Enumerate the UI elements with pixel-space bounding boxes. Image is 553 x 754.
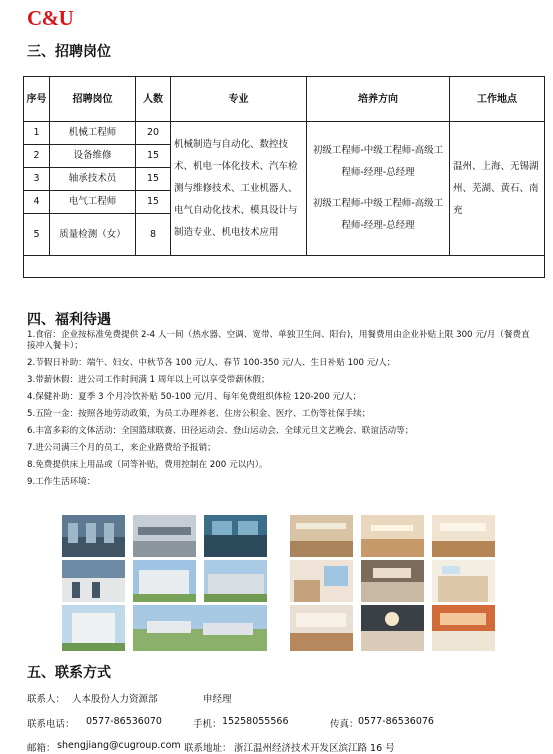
photo-activity-room xyxy=(290,605,353,651)
row-no: 5 xyxy=(24,214,50,256)
table-row xyxy=(24,122,545,145)
contact-address: 浙江温州经济技术开发区滨江路 16 号 xyxy=(234,743,395,754)
contact-email[interactable]: shengjiang@cugroup.com xyxy=(57,740,181,751)
photo-workshop xyxy=(62,515,125,557)
photo-main-building xyxy=(62,605,125,651)
photo-production-line xyxy=(133,515,196,557)
header-position: 招聘岗位 xyxy=(50,77,136,122)
contact-mobile-label: 手机： xyxy=(193,719,222,730)
photo-office-building xyxy=(133,560,196,602)
section-title-positions: 三、招聘岗位 xyxy=(27,44,111,60)
contact-email-label: 邮箱： xyxy=(27,743,56,754)
row-position: 设备维修 xyxy=(50,145,136,168)
row-no: 3 xyxy=(24,168,50,191)
header-no: 序号 xyxy=(24,77,50,122)
photo-factory-interior xyxy=(62,560,125,602)
direction-cell xyxy=(307,122,450,256)
header-count: 人数 xyxy=(136,77,171,122)
contact-address-label: 联系地址： xyxy=(184,743,232,754)
direction-line-2: 初级工程师-中级工程师-高级工程师-经理-总经理 xyxy=(312,198,444,231)
table-header-row xyxy=(24,77,545,122)
section-title-benefits: 四、福利待遇 xyxy=(27,312,111,328)
photo-factory-exterior xyxy=(204,560,267,602)
header-major: 专业 xyxy=(171,77,307,122)
benefit-item: 1.食宿：企业按标准免费提供 2-4 人一间（热水器、空调、宽带、单独卫生间、阳台)，用餐费用由企业补贴上限 300 元/月（餐费直接冲入餐卡）； xyxy=(27,330,530,351)
contact-role: 申经理 xyxy=(203,694,232,705)
contact-fax: 0577-86536076 xyxy=(358,716,434,727)
photo-machinery xyxy=(204,515,267,557)
header-direction: 培养方向 xyxy=(307,77,450,122)
photo-reading-room xyxy=(432,605,495,651)
photo-canteen xyxy=(290,515,353,557)
header-location: 工作地点 xyxy=(450,77,545,122)
company-logo: C&U xyxy=(27,6,74,30)
contact-fax-label: 传真： xyxy=(330,719,359,730)
benefit-item: 6.丰富多彩的文体活动：全国篮球联赛、田径运动会、登山运动会、全球元旦文艺晚会、联谊活动等； xyxy=(27,426,414,436)
contact-phone: 0577-86536070 xyxy=(86,716,162,727)
benefit-item: 7.进公司满三个月的员工，来企业路费给予报销； xyxy=(27,443,216,453)
photo-aerial-campus xyxy=(133,605,267,651)
row-count: 8 xyxy=(136,214,171,256)
row-count: 20 xyxy=(136,122,171,145)
photo-lounge xyxy=(361,605,424,651)
row-position: 机械工程师 xyxy=(50,122,136,145)
photo-bedroom xyxy=(432,560,495,602)
photo-dining-area xyxy=(432,515,495,557)
major-cell: 机械制造与自动化、数控技术、机电一体化技术、汽车检测与维修技术、工业机器人、电气自动化技术、模具设计与制造专业、机电技术应用 xyxy=(171,122,307,256)
benefits-list xyxy=(27,330,537,494)
contact-mobile: 15258055566 xyxy=(222,716,289,727)
benefit-item: 8.免费提供床上用品或（同等补贴，费用控制在 200 元以内）。 xyxy=(27,460,268,470)
direction-line-1: 初级工程师-中级工程师-高级工程师-经理-总经理 xyxy=(312,145,444,178)
contact-person: 人本股份人力资源部 xyxy=(72,694,158,705)
contact-person-label: 联系人： xyxy=(27,694,66,705)
row-count: 15 xyxy=(136,145,171,168)
benefit-item: 9.工作生活环境： xyxy=(27,477,96,487)
row-position: 质量检测（女） xyxy=(50,214,136,256)
contact-phone-label: 联系电话： xyxy=(27,719,75,730)
benefit-item: 4.保健补助：夏季 3 个月冷饮补贴 50-100 元/月、每年免费组织体检 120-200 元/人； xyxy=(27,392,362,402)
row-no: 2 xyxy=(24,145,50,168)
location-cell: 温州、上海、无锡湖州、芜湖、黄石、南充 xyxy=(450,122,545,256)
row-count: 15 xyxy=(136,191,171,214)
table-empty-row xyxy=(24,256,545,278)
benefit-item: 2.节假日补助：端午、妇女、中秋节各 100 元/人、春节 100-350 元/人、生日补贴 100 元/人； xyxy=(27,358,396,368)
row-position: 电气工程师 xyxy=(50,191,136,214)
row-position: 轴承技术员 xyxy=(50,168,136,191)
positions-table xyxy=(23,76,545,278)
row-no: 4 xyxy=(24,191,50,214)
photo-living-room xyxy=(361,560,424,602)
benefit-item: 5.五险一金：按照各地劳动政策，为员工办理养老、住房公积金、医疗、工伤等社保手续； xyxy=(27,409,371,419)
photo-dining-hall xyxy=(361,515,424,557)
section-title-contact: 五、联系方式 xyxy=(27,665,111,681)
photo-dorm-room xyxy=(290,560,353,602)
benefit-item: 3.带薪休假：进公司工作时间满 1 周年以上可以享受带薪休假； xyxy=(27,375,270,385)
empty-cell xyxy=(24,256,545,278)
row-count: 15 xyxy=(136,168,171,191)
row-no: 1 xyxy=(24,122,50,145)
